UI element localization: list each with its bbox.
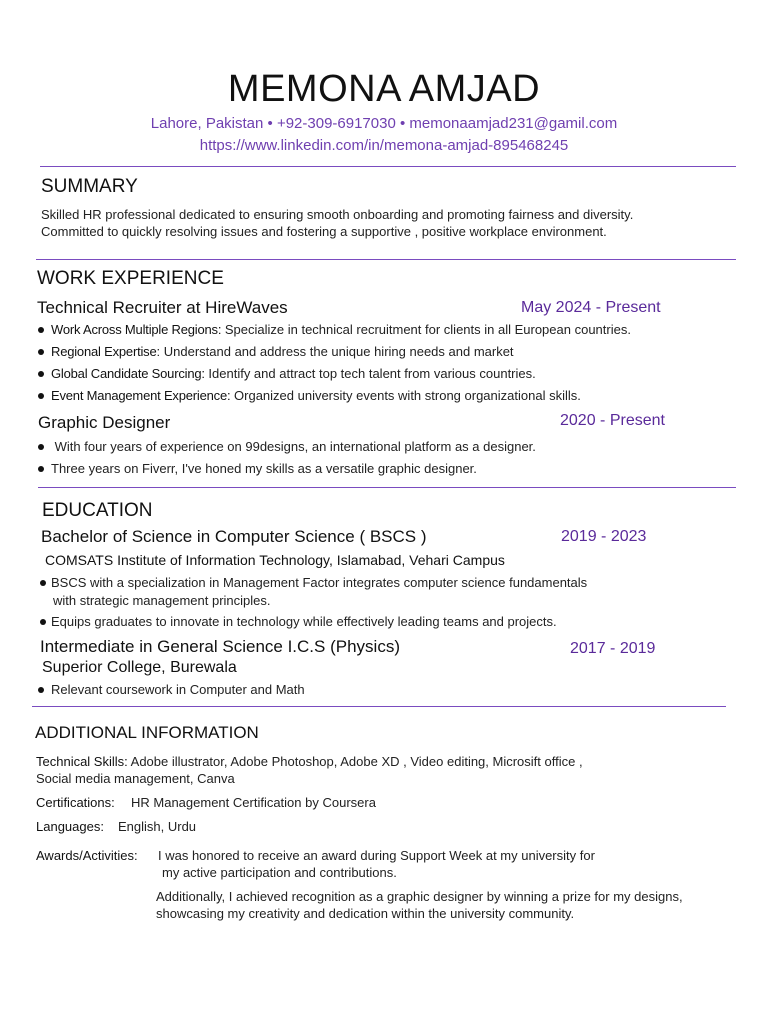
bullet-dot <box>38 371 44 377</box>
list-item <box>40 614 557 629</box>
skills-value-continued: Social media management, Canva <box>36 771 235 786</box>
skills-value: Adobe illustrator, Adobe Photoshop, Adobe XD , Video editing, Microsift office , <box>127 754 583 769</box>
bullet-text: Organized university events with strong organizational skills. <box>230 388 581 403</box>
work-heading: WORK EXPERIENCE <box>37 268 224 289</box>
degree-dates: 2017 - 2019 <box>570 640 656 657</box>
list-item <box>38 344 514 359</box>
contact-line: Lahore, Pakistan • +92-309-6917030 • memonaamjad231@gamil.com <box>150 115 618 132</box>
bullet-label: Regional Expertise <box>51 344 157 359</box>
bullet-text: With four years of experience on 99designs, an international platform as a designer. <box>51 439 536 454</box>
degree-title: Bachelor of Science in Computer Science ( BSCS ) <box>41 527 427 546</box>
bullet-text: BSCS with a specialization in Management Factor integrates computer science fundamentals <box>51 575 588 590</box>
summary-line: Skilled HR professional dedicated to ensuring smooth onboarding and promoting fairness and diversity. <box>41 207 634 222</box>
bullet-dot <box>40 619 46 625</box>
summary-line: Committed to quickly resolving issues and fostering a supportive , positive workplace environment. <box>41 224 607 239</box>
linkedin-link[interactable]: https://www.linkedin.com/in/memona-amjad-895468245 <box>199 137 569 154</box>
bullet-label: Event Management Experience: <box>51 388 231 403</box>
bullet-dot <box>38 327 44 333</box>
job-dates: May 2024 - Present <box>521 299 661 316</box>
bullet-label: Work Across Multiple Regions: <box>51 322 222 337</box>
certifications-label: Certifications: <box>36 795 115 810</box>
bullet-dot <box>38 466 44 472</box>
list-item <box>38 439 536 454</box>
school-name: Superior College, Burewala <box>42 659 237 676</box>
education-heading: EDUCATION <box>42 500 153 521</box>
job-dates: 2020 - Present <box>560 412 665 429</box>
awards-line: Additionally, I achieved recognition as a graphic designer by winning a prize for my designs, <box>156 889 683 904</box>
bullet-text: Relevant coursework in Computer and Math <box>51 682 305 697</box>
bullet-text: Three years on Fiverr, I've honed my skills as a versatile graphic designer. <box>51 461 477 476</box>
bullet-text: Specialize in technical recruitment for clients in all European countries. <box>221 322 631 337</box>
bullet-dot <box>38 393 44 399</box>
bullet-text: : Understand and address the unique hiring needs and market <box>156 344 514 359</box>
list-item <box>38 682 305 697</box>
bullet-dot <box>38 444 44 450</box>
languages-value: English, Urdu <box>118 819 197 834</box>
additional-heading: ADDITIONAL INFORMATION <box>35 723 259 742</box>
skills-label: Technical Skills: <box>36 754 128 769</box>
awards-line: my active participation and contributions. <box>162 865 397 880</box>
list-item <box>38 366 536 381</box>
school-name: COMSATS Institute of Information Technology, Islamabad, Vehari Campus <box>45 552 505 568</box>
list-item <box>38 388 581 403</box>
summary-heading: SUMMARY <box>41 176 138 197</box>
job-title: Graphic Designer <box>38 413 171 432</box>
bullet-label: Global Candidate Sourcing: <box>51 366 205 381</box>
bullet-dot <box>38 349 44 355</box>
bullet-text: Equips graduates to innovate in technology while effectively leading teams and projects. <box>51 614 557 629</box>
languages-label: Languages: <box>36 819 104 834</box>
bullet-dot <box>38 687 44 693</box>
bullet-continuation: with strategic management principles. <box>53 593 271 608</box>
list-item <box>40 575 587 590</box>
list-item <box>38 322 631 337</box>
awards-line: showcasing my creativity and dedication within the university community. <box>156 906 575 921</box>
awards-line: I was honored to receive an award during Support Week at my university for <box>158 848 595 863</box>
candidate-name: MEMONA AMJAD <box>227 68 541 110</box>
skills-line <box>36 754 583 769</box>
certifications-value: HR Management Certification by Coursera <box>131 795 376 810</box>
degree-dates: 2019 - 2023 <box>561 528 647 545</box>
degree-title: Intermediate in General Science I.C.S (Physics) <box>40 637 400 656</box>
list-item <box>38 461 477 476</box>
divider <box>32 706 726 707</box>
job-title: Technical Recruiter at HireWaves <box>37 298 288 317</box>
divider <box>36 259 736 260</box>
bullet-dot <box>40 580 46 586</box>
bullet-text: Identify and attract top tech talent from various countries. <box>204 366 536 381</box>
awards-label: Awards/Activities: <box>36 848 138 863</box>
divider <box>38 487 736 488</box>
divider <box>40 166 736 167</box>
